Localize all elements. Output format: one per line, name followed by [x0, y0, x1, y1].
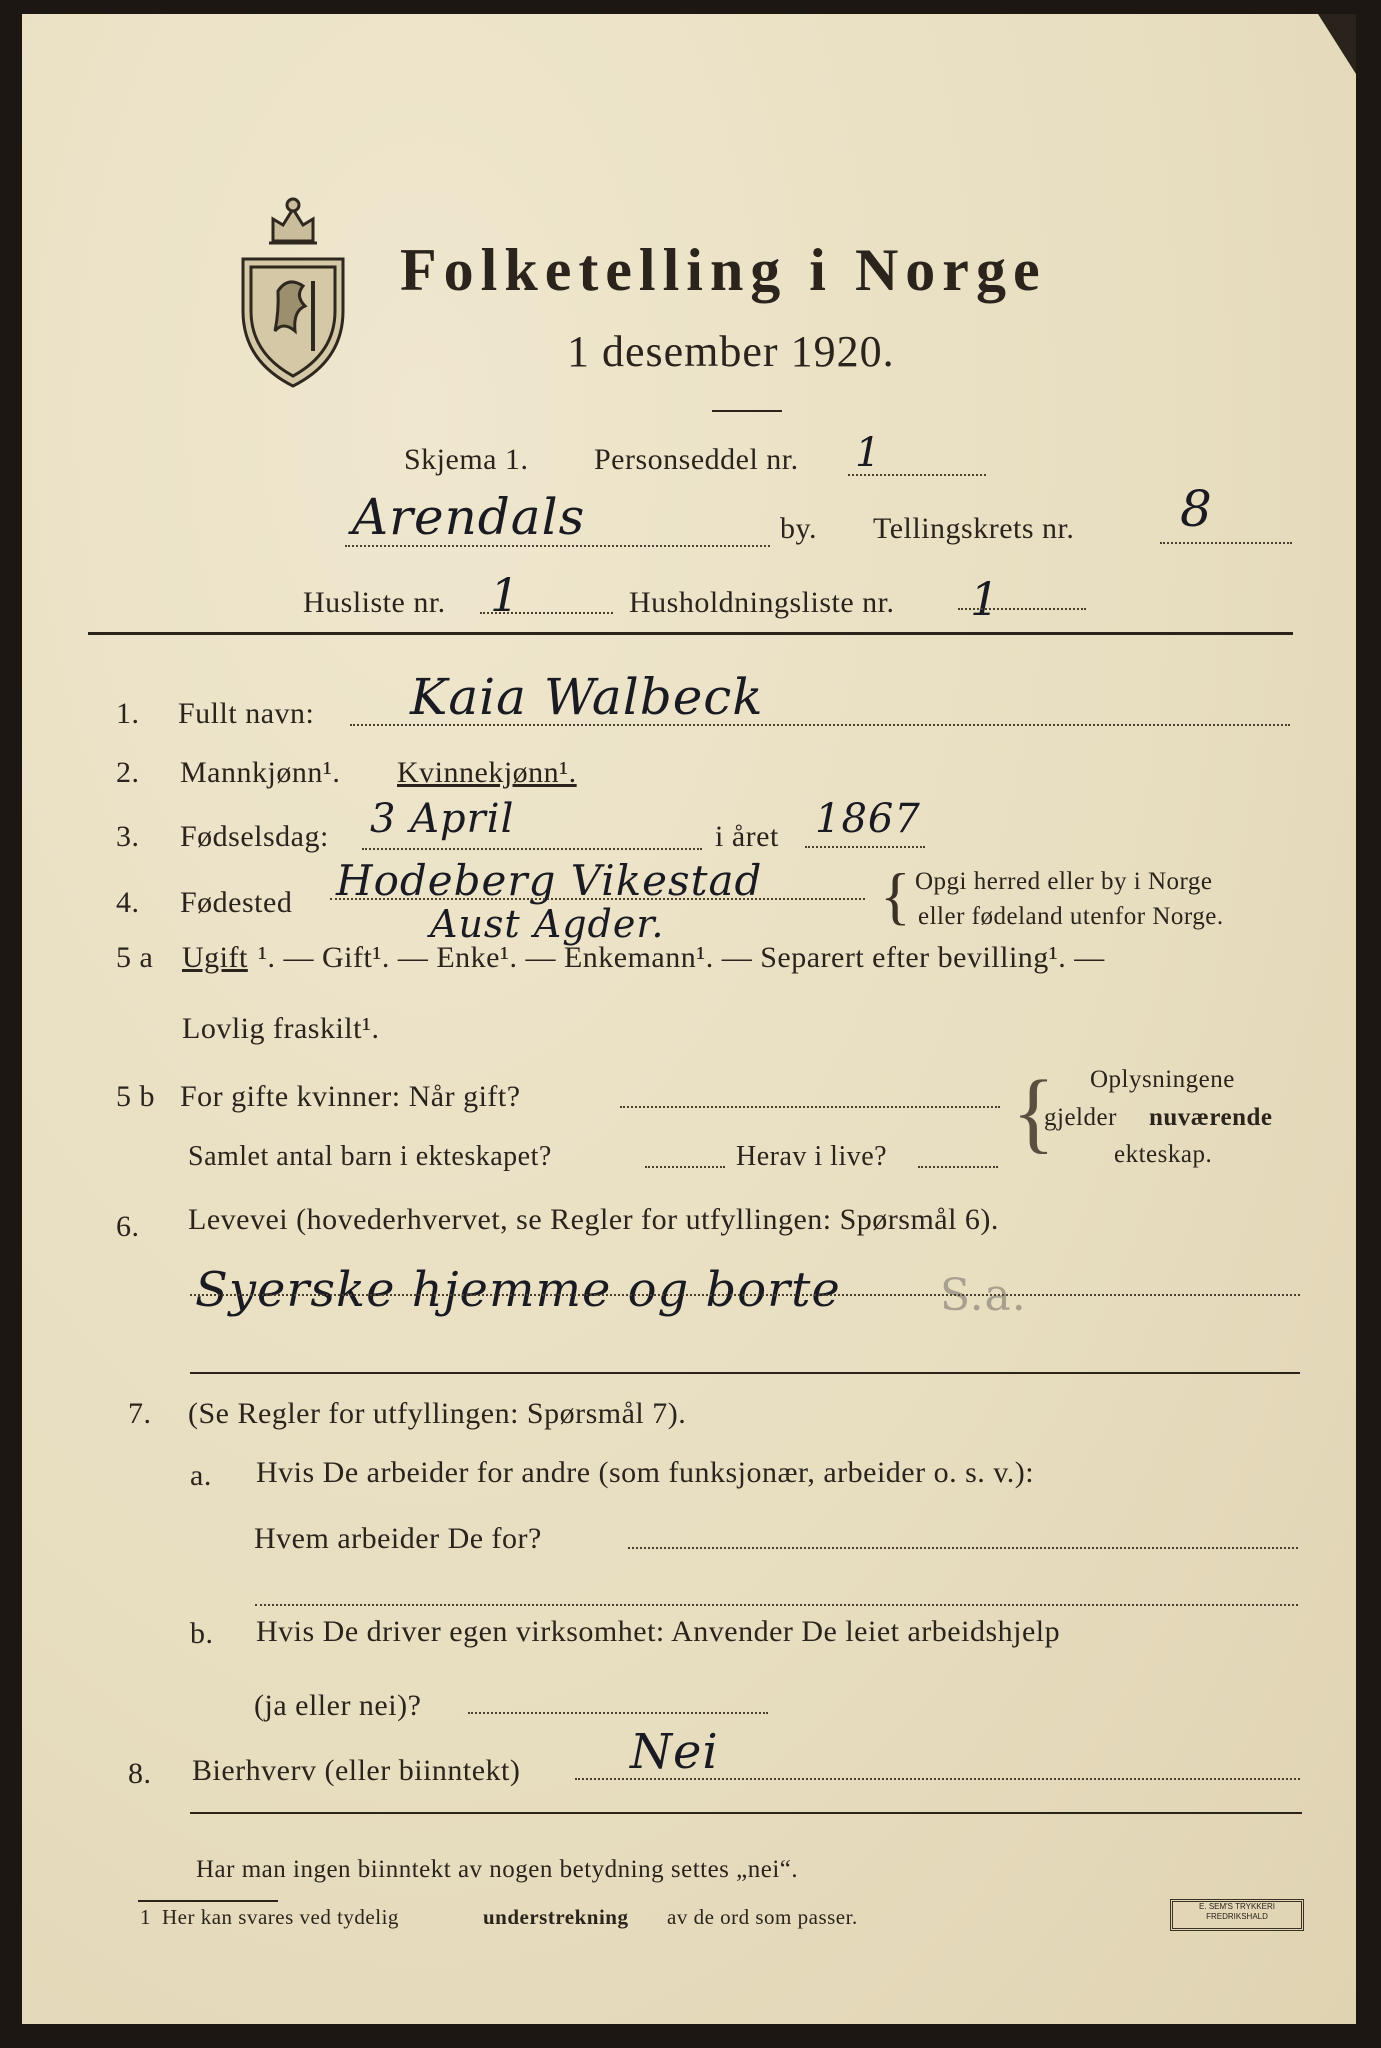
husholdningsliste-value: 1 — [970, 572, 1001, 626]
q8-number: 8. — [128, 1757, 152, 1790]
personseddel-label: Personseddel nr. — [594, 443, 799, 476]
footnote-text-a: Her kan svares ved tydelig — [162, 1905, 399, 1929]
q3-label: Fødselsdag: — [180, 820, 329, 853]
q1-number: 1. — [116, 697, 140, 730]
q4-note-line2: eller fødeland utenfor Norge. — [918, 903, 1224, 930]
q5b-alive-label: Herav i live? — [736, 1141, 888, 1172]
q5b-note-line2a: gjelder — [1044, 1104, 1117, 1131]
q8-rule — [190, 1812, 1302, 1814]
q8-line — [575, 1778, 1300, 1780]
birthplace-value: Hodeberg Vikestad — [336, 856, 763, 905]
q5a-ugift-underlined: Ugift — [182, 941, 248, 974]
q7-label: (Se Regler for utfyllingen: Spørsmål 7). — [188, 1397, 687, 1430]
norwegian-coat-of-arms-icon — [233, 181, 353, 391]
q5b-children-label: Samlet antal barn i ekteskapet? — [188, 1141, 552, 1172]
q5b-note-line1: Oplysningene — [1090, 1066, 1235, 1093]
personseddel-value: 1 — [855, 430, 882, 476]
q4-label: Fødested — [180, 886, 293, 919]
q7-number: 7. — [128, 1397, 152, 1430]
q5a-line2: Lovlig fraskilt¹. — [182, 1012, 380, 1045]
q3-number: 3. — [116, 820, 140, 853]
printer-stamp-line2: FREDRIKSHALD — [1206, 1912, 1268, 1921]
q7b-letter: b. — [190, 1617, 214, 1650]
printer-stamp-line1: E. SEM'S TRYKKERI — [1199, 1902, 1275, 1911]
city-value: Arendals — [352, 488, 586, 546]
occupation-value: Syerske hjemme og borte — [195, 1262, 841, 1318]
city-suffix: by. — [780, 512, 818, 545]
q8-label: Bierhverv (eller biinntekt) — [192, 1754, 521, 1787]
q5b-label: For gifte kvinner: Når gift? — [180, 1080, 521, 1113]
q3-year-line — [805, 846, 925, 848]
q5b-alive-line — [918, 1166, 998, 1168]
q7a-label: Hvis De arbeider for andre (som funksjonær, arbeider o. s. v.): — [256, 1456, 1035, 1489]
header-rule — [88, 632, 1293, 635]
city-line — [345, 545, 770, 547]
personseddel-line — [848, 474, 986, 476]
schema-label: Skjema 1. — [404, 443, 529, 476]
q4-brace: { — [880, 860, 911, 931]
q5b-brace: { — [1012, 1063, 1056, 1162]
title-divider — [712, 410, 782, 412]
tellingskrets-line — [1160, 542, 1292, 544]
q1-line — [350, 724, 1290, 726]
husliste-label: Husliste nr. — [303, 586, 446, 619]
torn-corner — [1318, 14, 1356, 74]
tellingskrets-label: Tellingskrets nr. — [873, 512, 1075, 545]
q5b-married-line — [620, 1106, 1000, 1108]
q7b-line — [468, 1712, 768, 1714]
q4-note-line1: Opgi herred eller by i Norge — [915, 868, 1213, 895]
footnote-text-c: av de ord som passer. — [667, 1905, 858, 1929]
form-title: Folketelling i Norge — [400, 237, 1047, 303]
full-name-value: Kaia Walbeck — [410, 668, 764, 726]
husliste-line — [480, 612, 613, 614]
occupation-code-mark: S.a. — [940, 1270, 1027, 1321]
q5b-number: 5 b — [116, 1080, 155, 1113]
q6-label: Levevei (hovederhvervet, se Regler for utfyllingen: Spørsmål 6). — [188, 1203, 999, 1236]
q7b-question: (ja eller nei)? — [254, 1689, 422, 1722]
q5b-children-line — [645, 1166, 725, 1168]
q6-number: 6. — [116, 1210, 140, 1243]
q7a-letter: a. — [190, 1459, 212, 1492]
q7a-line2 — [255, 1604, 1298, 1606]
printer-stamp — [1170, 1899, 1304, 1931]
q7b-label: Hvis De driver egen virksomhet: Anvender De leiet arbeidshjelp — [256, 1615, 1061, 1648]
footer-note: Har man ingen biinntekt av nogen betydning settes „nei“. — [196, 1856, 799, 1883]
tellingskrets-value: 8 — [1180, 480, 1213, 538]
q2-female-label-underlined: Kvinnekjønn¹. — [397, 756, 577, 789]
census-date: 1 desember 1920. — [567, 327, 895, 376]
side-income-value: Nei — [630, 1724, 719, 1780]
q5b-note-line2b: nuværende — [1149, 1104, 1273, 1131]
q2-number: 2. — [116, 756, 140, 789]
q3-year-label: i året — [715, 820, 779, 853]
q5b-note-line3: ekteskap. — [1114, 1141, 1213, 1168]
q1-label: Fullt navn: — [178, 697, 315, 730]
q3-date-line — [362, 848, 702, 850]
husholdningsliste-label: Husholdningsliste nr. — [629, 586, 895, 619]
footnote-text-b: understrekning — [483, 1905, 629, 1929]
q5a-options: ¹. — Gift¹. — Enke¹. — Enkemann¹. — Separert efter bevilling¹. — — [258, 941, 1105, 974]
q5a-number: 5 a — [116, 941, 154, 974]
footnote-number: 1 — [140, 1905, 151, 1929]
birthplace-region-value: Aust Agder. — [430, 902, 665, 946]
q4-line — [330, 898, 865, 900]
q4-number: 4. — [116, 886, 140, 919]
footnote-rule — [138, 1900, 278, 1902]
husliste-value: 1 — [490, 568, 521, 622]
q6-line2 — [190, 1372, 1300, 1374]
q7a-question: Hvem arbeider De for? — [254, 1522, 542, 1555]
birth-year-value: 1867 — [815, 796, 921, 842]
husholdningsliste-line — [958, 608, 1086, 610]
birthdate-value: 3 April — [370, 796, 515, 842]
q6-line1 — [190, 1294, 1300, 1296]
q2-male-label: Mannkjønn¹. — [180, 756, 341, 789]
q7a-line1 — [628, 1547, 1298, 1549]
